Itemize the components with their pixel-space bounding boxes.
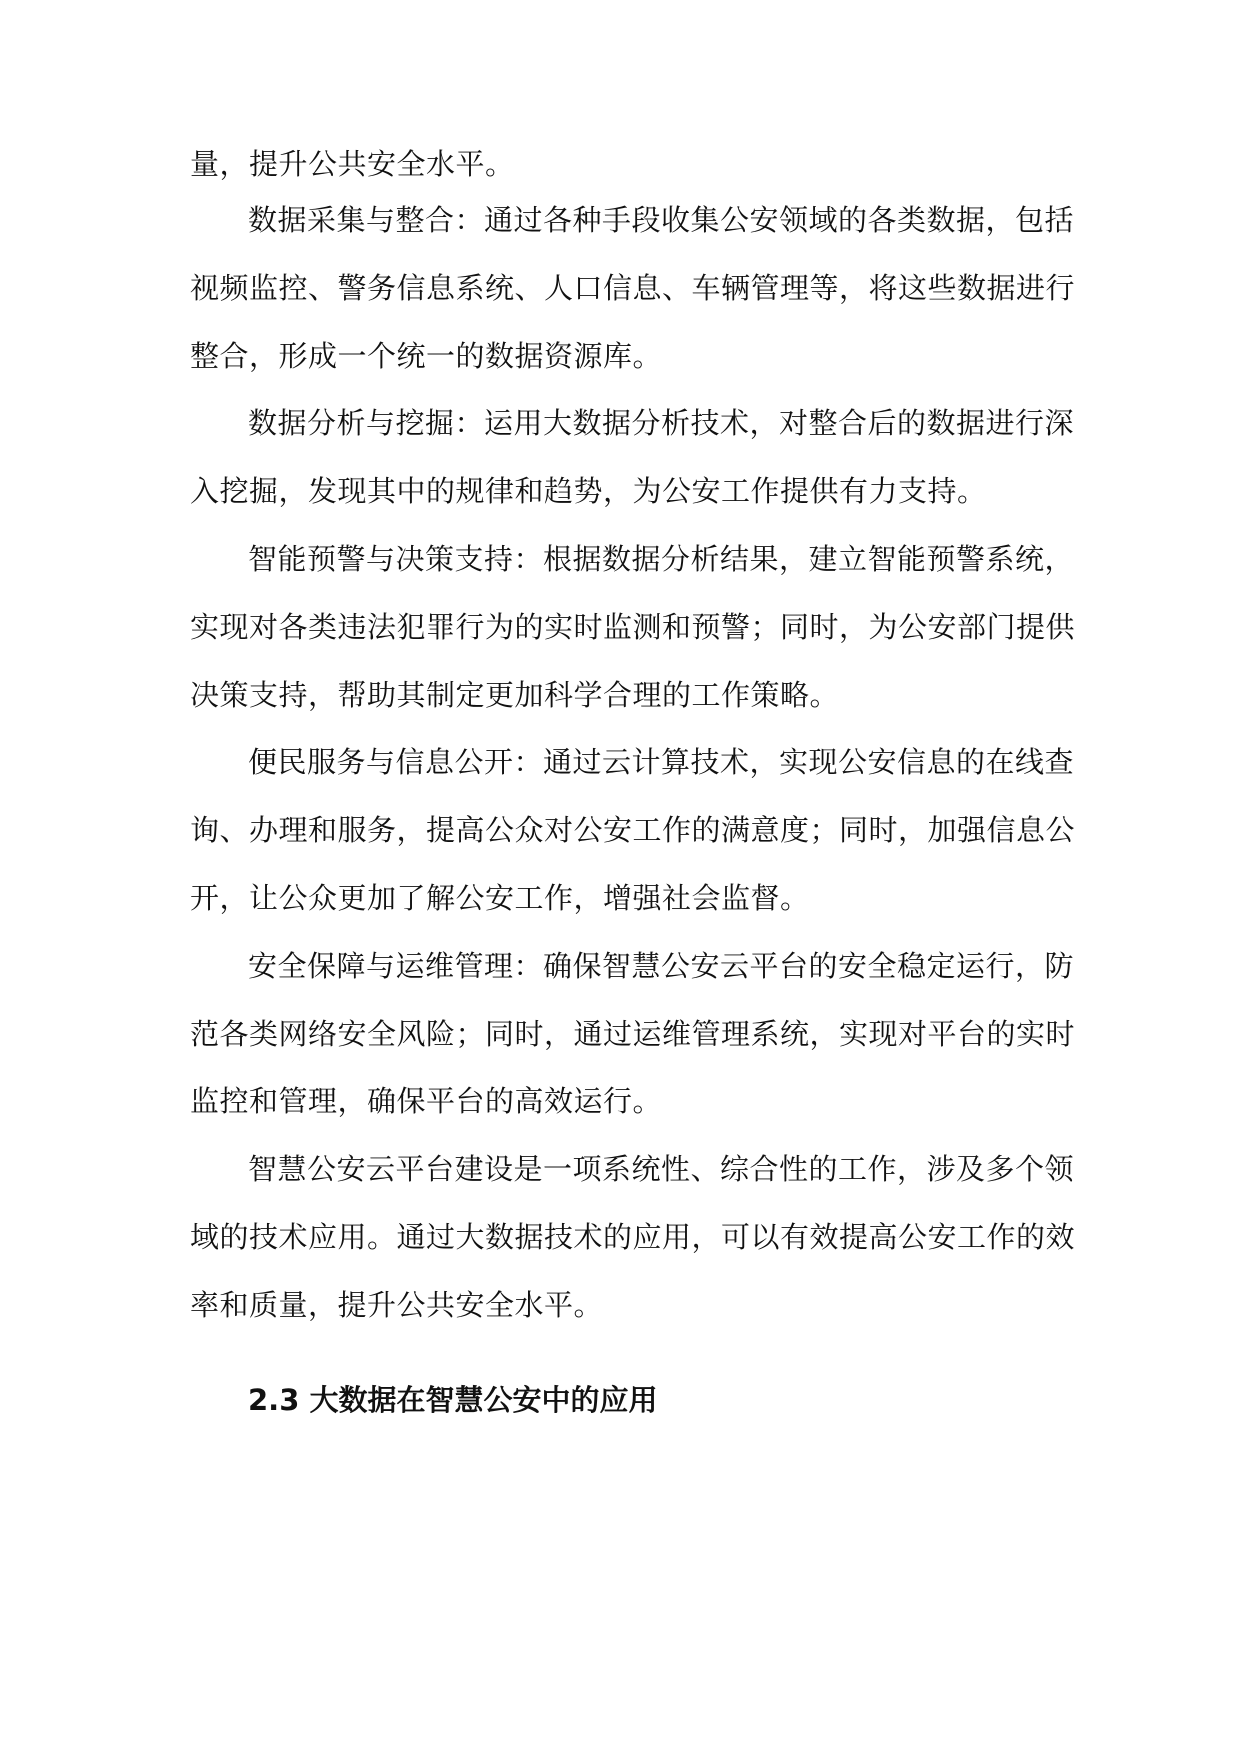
paragraph-line: 询、办理和服务，提高公众对公安工作的满意度；同时，加强信息公 xyxy=(190,813,1076,847)
paragraph-line: 率和质量，提升公共安全水平。 xyxy=(190,1288,604,1322)
paragraph-line: 实现对各类违法犯罪行为的实时监测和预警；同时，为公安部门提供 xyxy=(190,610,1076,644)
paragraph-line: 整合，形成一个统一的数据资源库。 xyxy=(190,339,663,373)
paragraph-line: 数据采集与整合：通过各种手段收集公安领域的各类数据，包括 xyxy=(248,203,1075,237)
paragraph-line: 入挖掘，发现其中的规律和趋势，为公安工作提供有力支持。 xyxy=(190,474,987,508)
paragraph-line: 便民服务与信息公开：通过云计算技术，实现公安信息的在线查 xyxy=(248,745,1075,779)
paragraph-line: 监控和管理，确保平台的高效运行。 xyxy=(190,1084,663,1118)
section-heading: 2.3 大数据在智慧公安中的应用 xyxy=(248,1383,658,1417)
paragraph-line: 决策支持，帮助其制定更加科学合理的工作策略。 xyxy=(190,678,840,712)
paragraph-line: 量，提升公共安全水平。 xyxy=(190,147,515,181)
paragraph-line: 域的技术应用。通过大数据技术的应用，可以有效提高公安工作的效 xyxy=(190,1220,1076,1254)
paragraph-line: 范各类网络安全风险；同时，通过运维管理系统，实现对平台的实时 xyxy=(190,1017,1076,1051)
paragraph-line: 视频监控、警务信息系统、人口信息、车辆管理等，将这些数据进行 xyxy=(190,271,1076,305)
paragraph-line: 数据分析与挖掘：运用大数据分析技术，对整合后的数据进行深 xyxy=(248,406,1075,440)
paragraph-line: 智慧公安云平台建设是一项系统性、综合性的工作，涉及多个领 xyxy=(248,1152,1075,1186)
paragraph-line: 安全保障与运维管理：确保智慧公安云平台的安全稳定运行，防 xyxy=(248,949,1075,983)
paragraph-line: 智能预警与决策支持：根据数据分析结果，建立智能预警系统， xyxy=(248,542,1075,576)
paragraph-line: 开，让公众更加了解公安工作，增强社会监督。 xyxy=(190,881,810,915)
